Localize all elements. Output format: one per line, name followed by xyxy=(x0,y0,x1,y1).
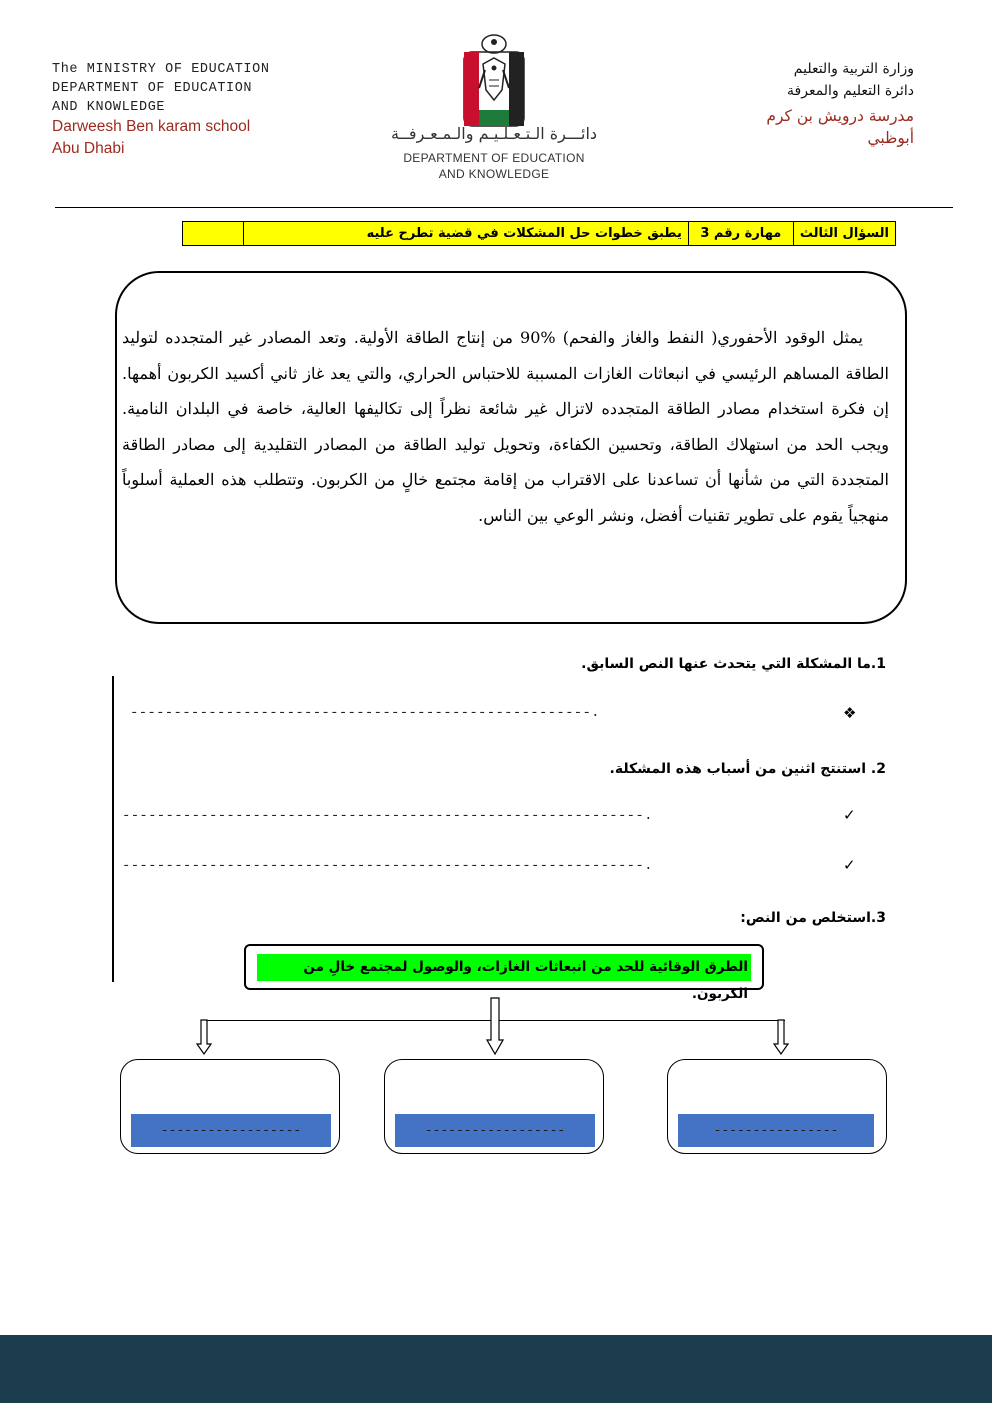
logo-english-line-1: DEPARTMENT OF EDUCATION xyxy=(403,151,585,165)
falcon-emblem-icon xyxy=(461,30,527,128)
ministry-line-2: DEPARTMENT OF EDUCATION xyxy=(52,81,253,96)
school-name-english: Darweesh Ben karam school xyxy=(52,118,251,135)
question-3: 3.استخلص من النص: xyxy=(740,910,886,926)
question-label-cell: السؤال الثالث xyxy=(793,222,895,246)
down-arrow-icon xyxy=(196,1018,212,1056)
logo-arabic-text: دائـــرة الـتـعـلـيـم والـمـعـرفــة xyxy=(390,124,598,143)
skill-number-cell: مهارة رقم 3 xyxy=(688,222,793,246)
ministry-line-1: The MINISTRY OF EDUCATION xyxy=(52,62,270,77)
down-arrow-icon xyxy=(486,996,504,1056)
answer-line-2b[interactable]: ------------------------------------------------------------. xyxy=(122,858,653,874)
logo-english-line-2: AND KNOWLEDGE xyxy=(438,167,550,181)
header-divider xyxy=(55,207,953,208)
passage-paragraph: يمثل الوقود الأحفوري( النفط والغاز والفحم) %90 من إنتاج الطاقة الأولية. وتعد المصادر غير المتجدده لتوليد الطاقة المساهم الرئيسي في انبعاثات الغازات المسببة للاحتباس الحراري، والتي يعد غاز ثاني أكسيد الكربون أهمها. إن فكرة استخدام مصادر الطاقة المتجدده لاتزال غير شائعة نظراً إلى تكاليفها العالية، خاصة في البلدان النامية. ويجب الحد من استهلاك الطاقة، وتحسين الكفاءة، وتحويل توليد الطاقة من المصادر التقليدية إلى مصادر الطاقة المتجددة التي من شأنها أن تساعدنا على الاقتراب من إقامة مجتمع خالٍ من الكربون. وتتطلب هذه العملية أسلوباً منهجياً يقوم على تطوير تقنيات أفضل، ونشر الوعي بين الناس. xyxy=(122,328,889,525)
city-arabic: أبوظبي xyxy=(867,129,914,147)
footer-band xyxy=(0,1335,992,1403)
ministry-english-block xyxy=(52,60,270,117)
ministry-line-3: AND KNOWLEDGE xyxy=(52,100,166,115)
answer-field-left[interactable]: ------------------ xyxy=(131,1114,331,1147)
skill-empty-cell xyxy=(183,222,244,246)
checkmark-icon: ✓ xyxy=(843,856,856,874)
department-arabic: دائرة التعليم والمعرفة xyxy=(787,83,914,99)
question-1: 1.ما المشكلة التي يتحدث عنها النص السابق. xyxy=(581,656,886,672)
question-2: 2. استنتج اثنين من أسباب هذه المشكلة. xyxy=(609,761,886,777)
diamond-bullet-icon: ❖ xyxy=(843,704,857,722)
skill-table xyxy=(182,221,896,246)
logo-english-text xyxy=(380,150,608,182)
answer-line-2a[interactable]: ------------------------------------------------------------. xyxy=(122,808,653,824)
skill-text-cell: يطبق خطوات حل المشكلات في قضية تطرح عليه xyxy=(244,222,689,246)
checkmark-icon: ✓ xyxy=(843,806,856,824)
margin-line xyxy=(112,676,114,982)
down-arrow-icon xyxy=(773,1018,789,1056)
passage-text xyxy=(122,320,889,533)
answer-field-middle[interactable]: ------------------ xyxy=(395,1114,595,1147)
ministry-arabic: وزارة التربية والتعليم xyxy=(793,61,914,77)
answer-line-1[interactable]: -----------------------------------------------------. xyxy=(130,705,600,721)
city-english: Abu Dhabi xyxy=(52,140,125,157)
main-concept-label: الطرق الوقائية للحد من انبعاثات الغازات، والوصول لمجتمع خالِ من الكربون. xyxy=(257,954,751,981)
answer-field-right[interactable]: ---------------- xyxy=(678,1114,874,1147)
school-name-arabic: مدرسة درويش بن كرم xyxy=(766,107,914,125)
